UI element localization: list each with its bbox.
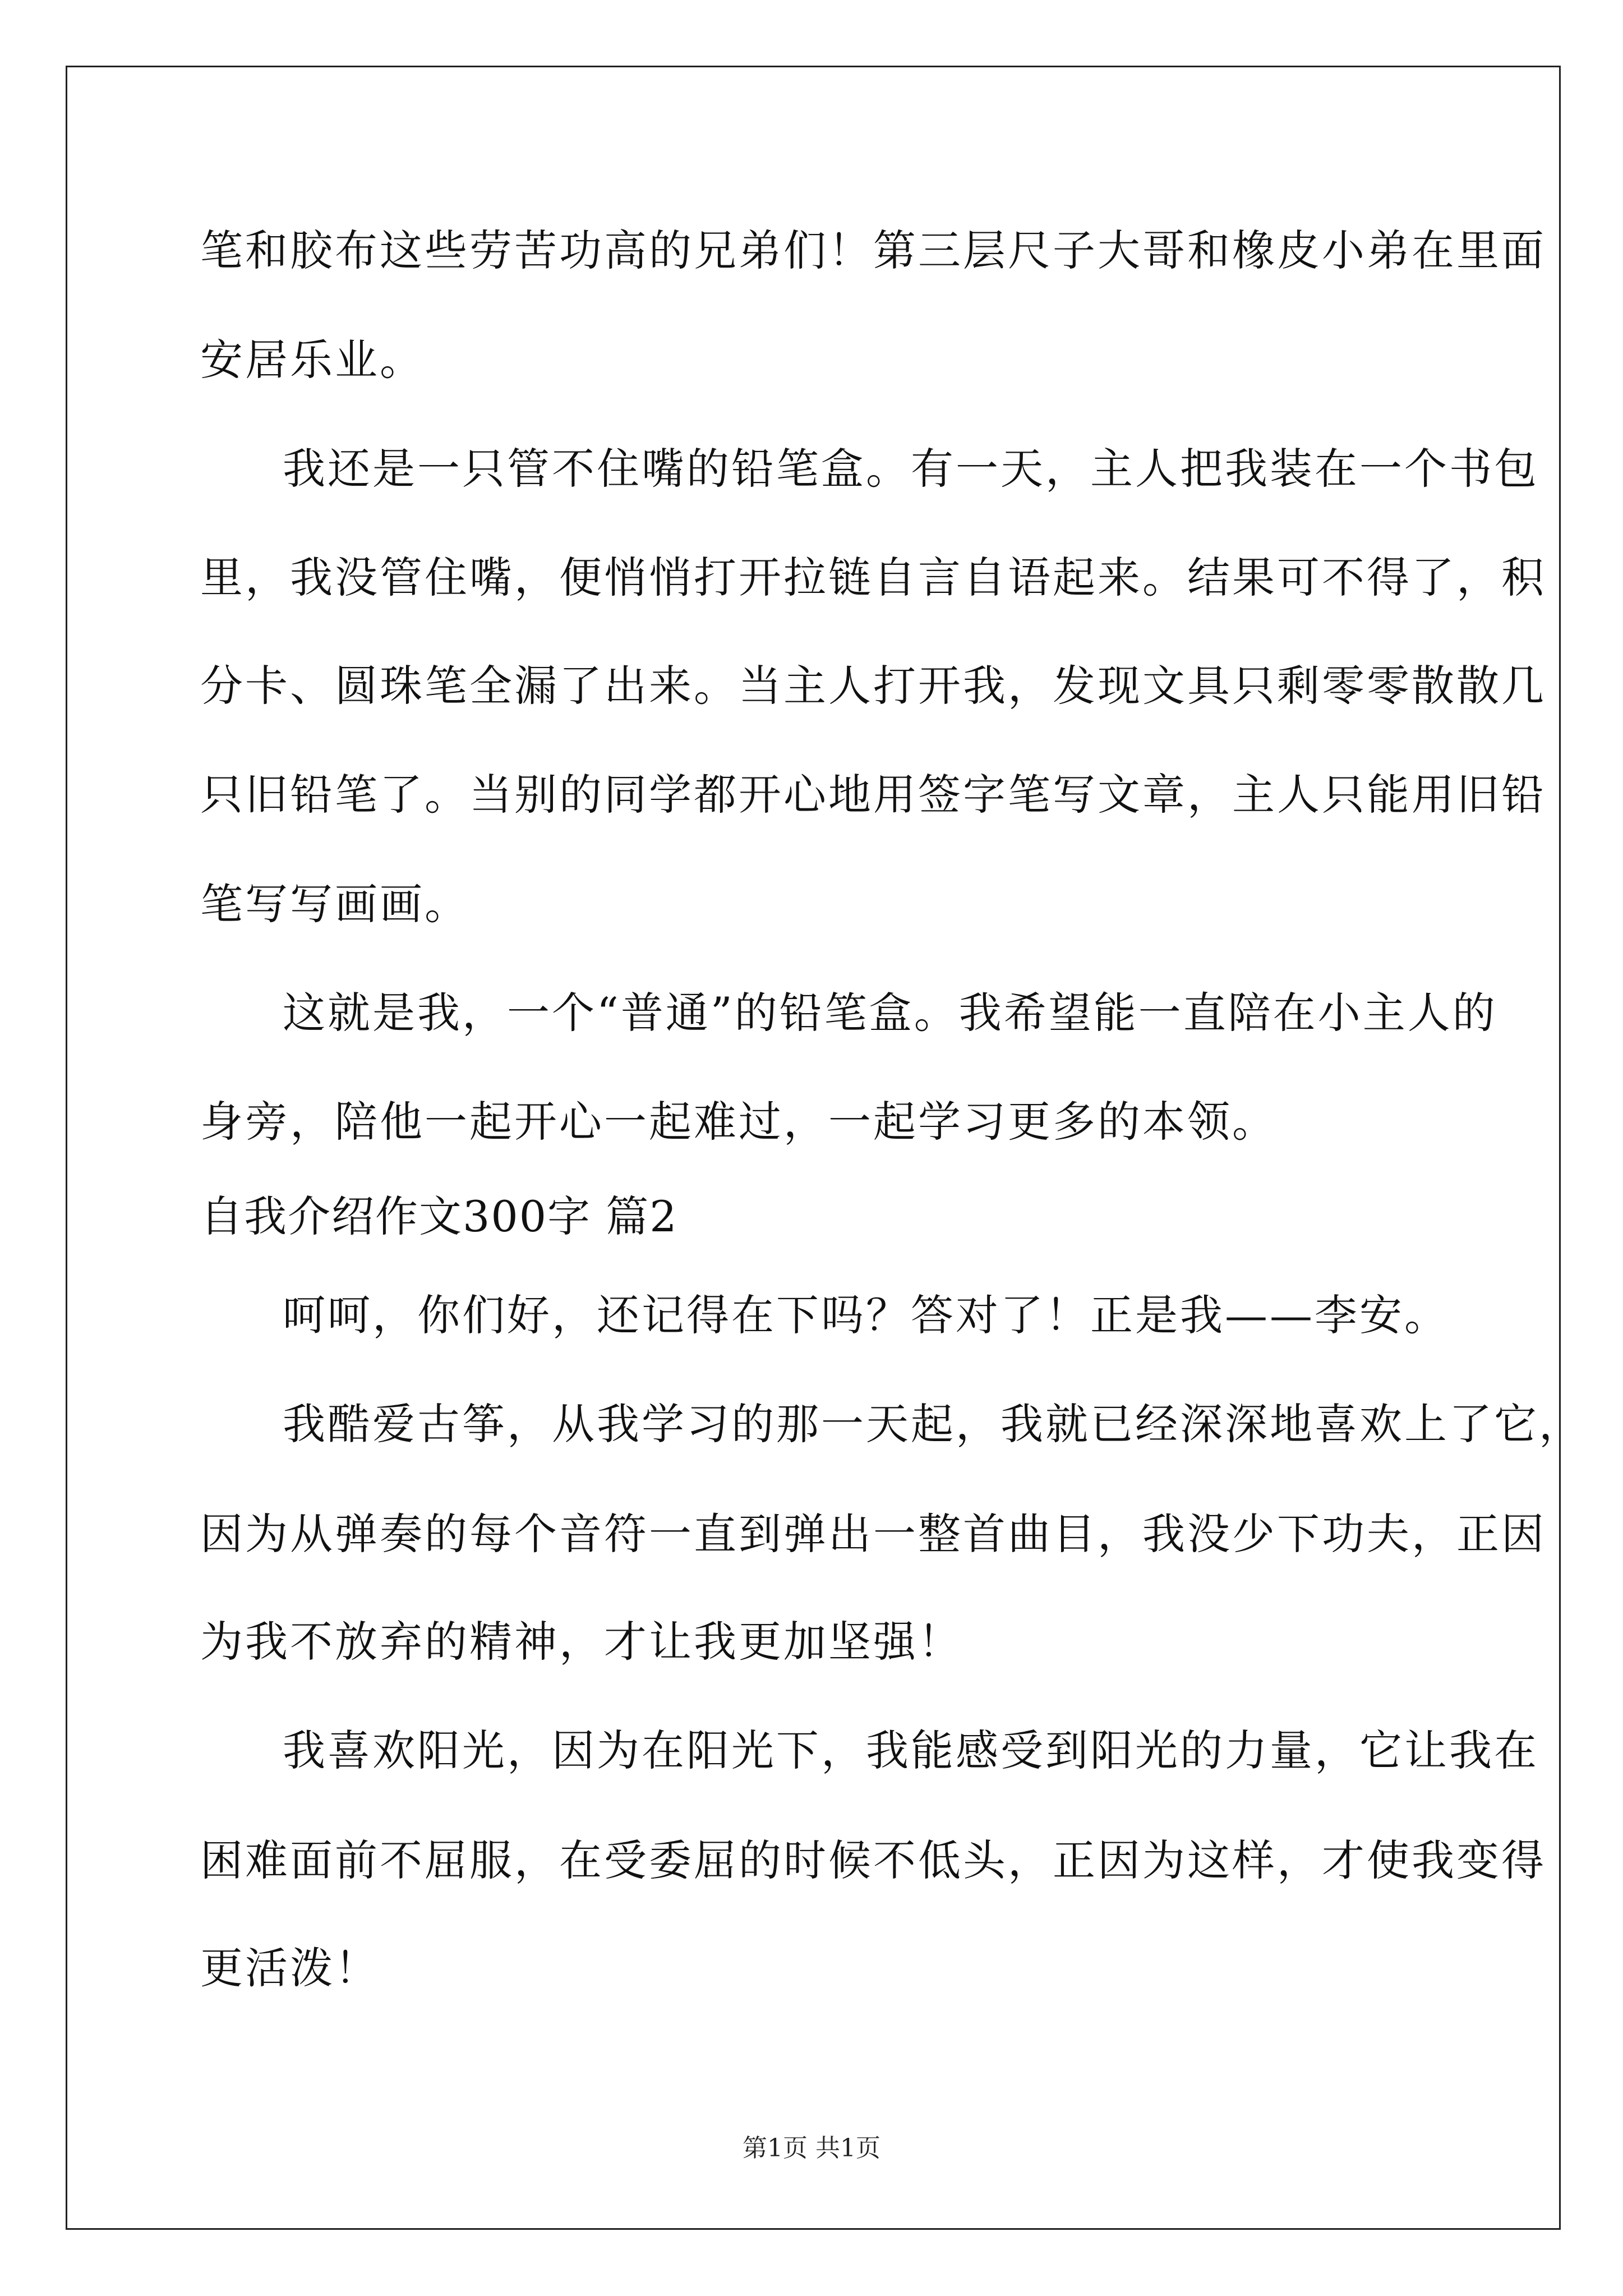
page-footer: 第1页 共1页: [743, 2134, 880, 2162]
paragraph-line: 呵呵，你们好，还记得在下吗？答对了！正是我——李安。: [283, 1290, 1449, 1340]
paragraph-line: 这就是我，一个“普通”的铅笔盒。我希望能一直陪在小主人的: [283, 988, 1497, 1038]
paragraph-line: 我酷爱古筝，从我学习的那一天起，我就已经深深地喜欢上了它，: [283, 1399, 1584, 1449]
paragraph-line: 分卡、圆珠笔全漏了出来。当主人打开我，发现文具只剩零零散散几: [200, 661, 1546, 711]
paragraph-line: 困难面前不屈服，在受委屈的时候不低头，正因为这样，才使我变得: [200, 1835, 1546, 1885]
section-heading: 自我介绍作文300字 篇2: [200, 1191, 678, 1241]
paragraph-line: 身旁，陪他一起开心一起难过，一起学习更多的本领。: [200, 1097, 1277, 1147]
paragraph-line: 我喜欢阳光，因为在阳光下，我能感受到阳光的力量，它让我在: [283, 1726, 1539, 1775]
paragraph-line: 更活泼！: [200, 1943, 380, 1993]
paragraph-line: 因为从弹奏的每个音符一直到弹出一整首曲目，我没少下功夫，正因: [200, 1509, 1546, 1559]
paragraph-line: 笔写写画画。: [200, 879, 469, 929]
paragraph-line: 安居乐业。: [200, 335, 425, 385]
paragraph-line: 里，我没管住嘴，便悄悄打开拉链自言自语起来。结果可不得了，积: [200, 553, 1546, 602]
paragraph-line: 只旧铅笔了。当别的同学都开心地用签字笔写文章，主人只能用旧铅: [200, 770, 1546, 820]
paragraph-line: 为我不放弃的精神，才让我更加坚强！: [200, 1617, 963, 1667]
paragraph-line: 笔和胶布这些劳苦功高的兄弟们！第三层尺子大哥和橡皮小弟在里面: [200, 226, 1546, 275]
paragraph-line: 我还是一只管不住嘴的铅笔盒。有一天，主人把我装在一个书包: [283, 444, 1539, 494]
